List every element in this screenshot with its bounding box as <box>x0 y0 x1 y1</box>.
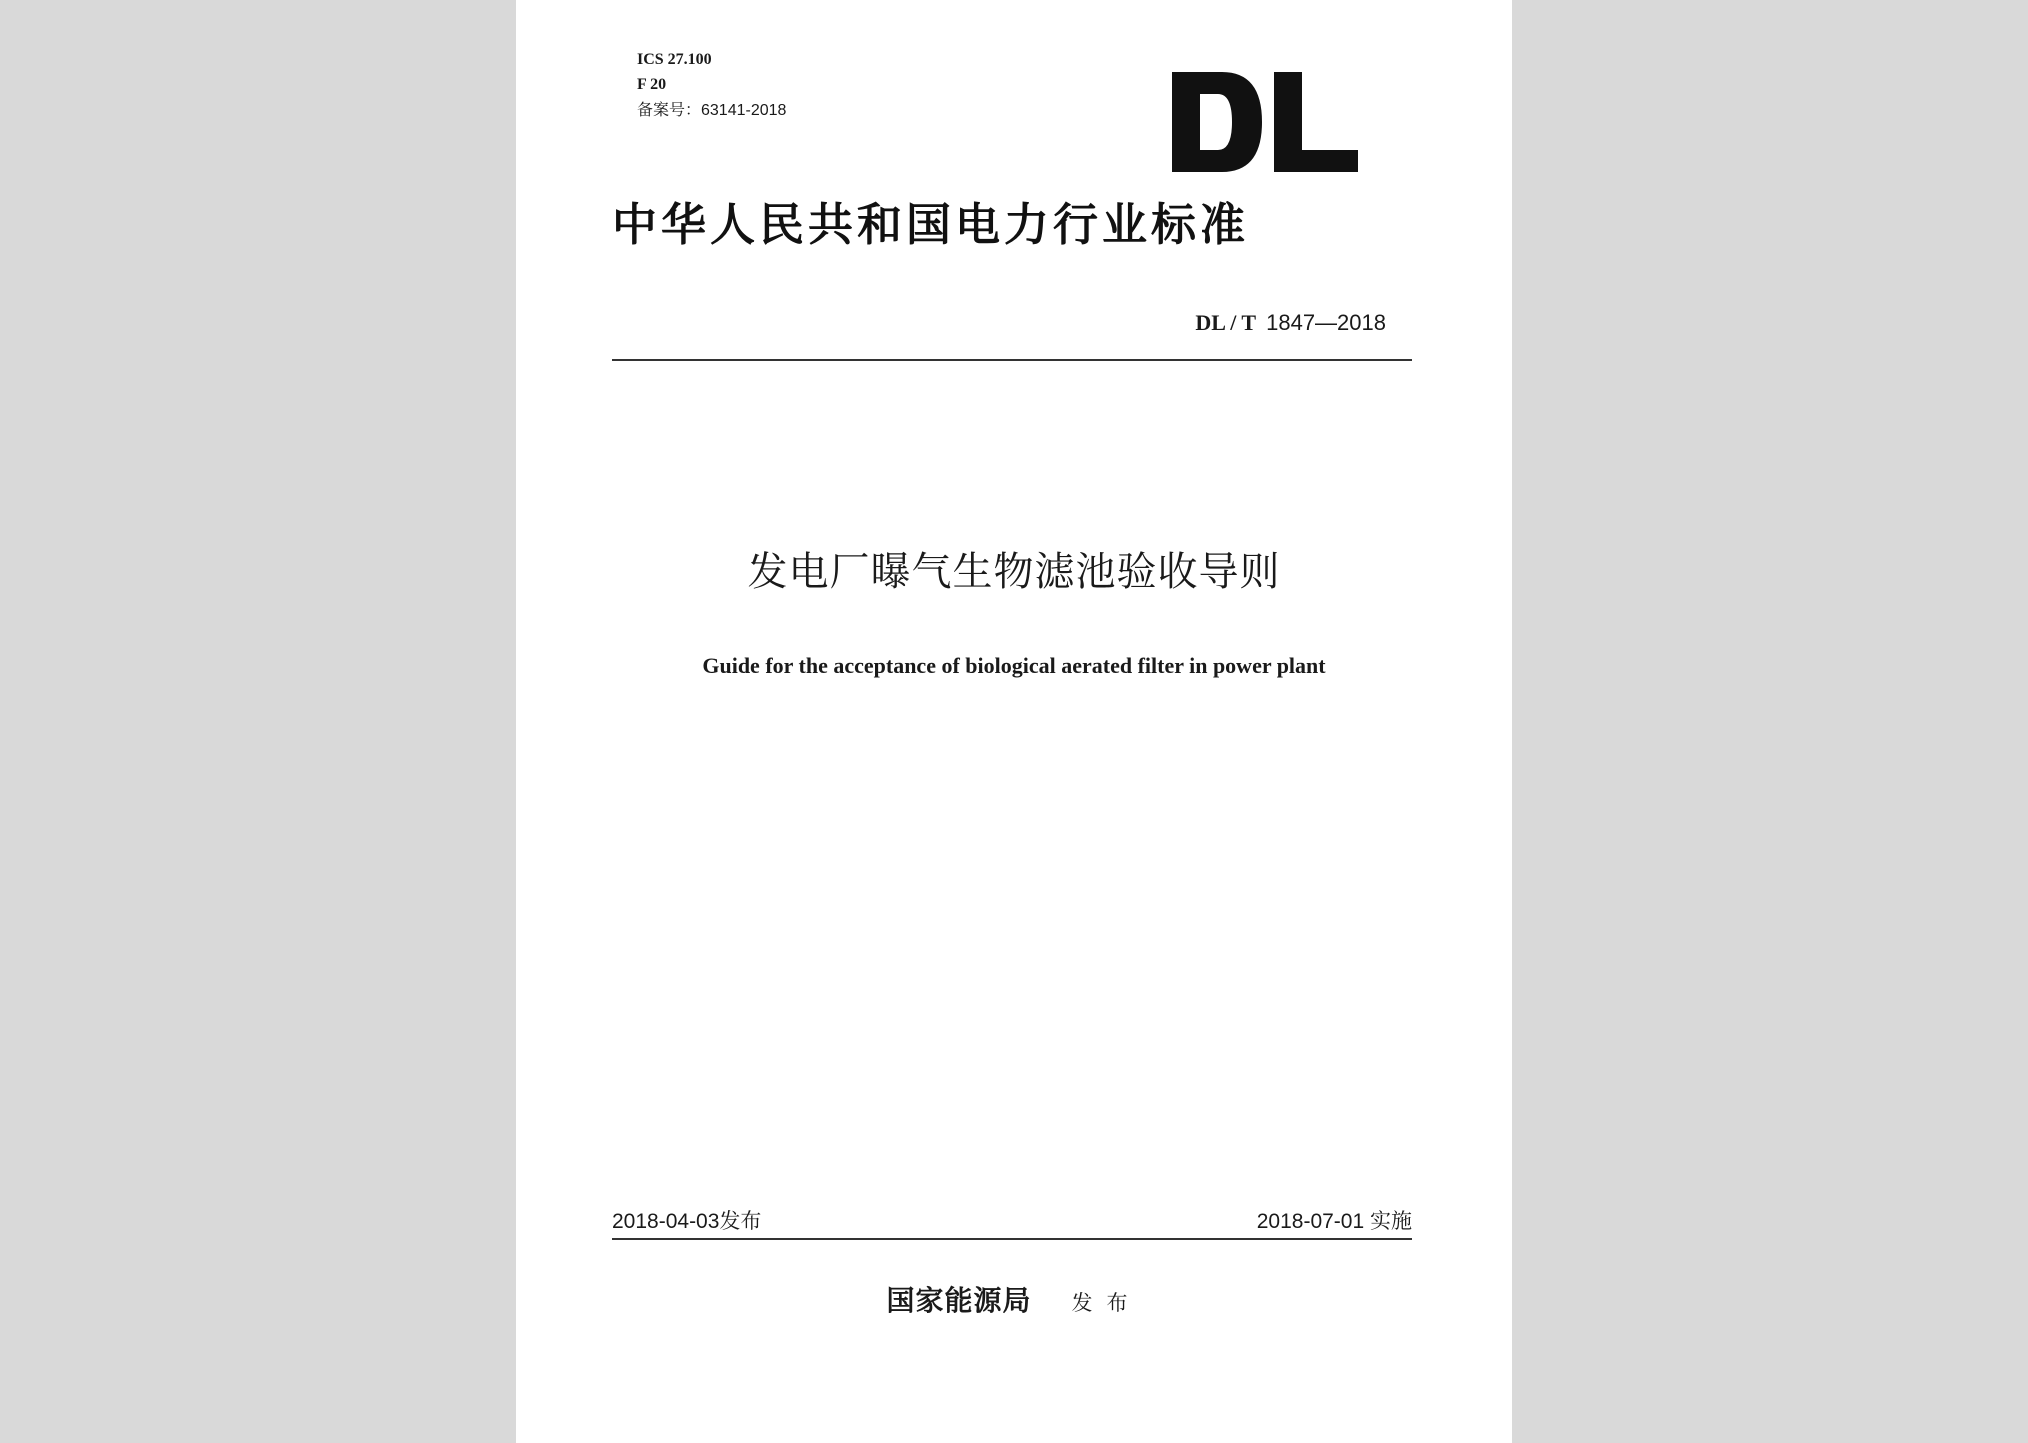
publisher-action: 发布 <box>1071 1291 1142 1315</box>
document-title-en: Guide for the acceptance of biological aerated filter in power plant <box>702 653 1326 678</box>
standard-number <box>1195 312 1386 334</box>
record-number: 备案号：63141-2018 <box>637 102 787 119</box>
document-cover-page <box>516 0 1512 1443</box>
dl-logo <box>1170 70 1360 174</box>
implementation-date: 2018-07-01 实施 <box>1256 1210 1412 1233</box>
publisher-line <box>516 1284 1512 1317</box>
bottom-divider <box>612 1238 1412 1240</box>
ccs-code: F 20 <box>637 76 667 93</box>
standard-number-prefix: DL / T <box>1195 310 1257 335</box>
standard-number-value: 1847—2018 <box>1266 310 1386 335</box>
ics-code: ICS 27.100 <box>637 51 712 68</box>
standard-category-title: 中华人民共和国电力行业标准 <box>612 198 1250 251</box>
publisher-org: 国家能源局 <box>886 1284 1032 1317</box>
dl-logo-graphic <box>1170 70 1360 174</box>
top-divider <box>612 359 1412 361</box>
issue-date: 2018-04-03发布 <box>612 1210 762 1233</box>
document-title-cn: 发电厂曝气生物滤池验收导则 <box>747 549 1281 595</box>
